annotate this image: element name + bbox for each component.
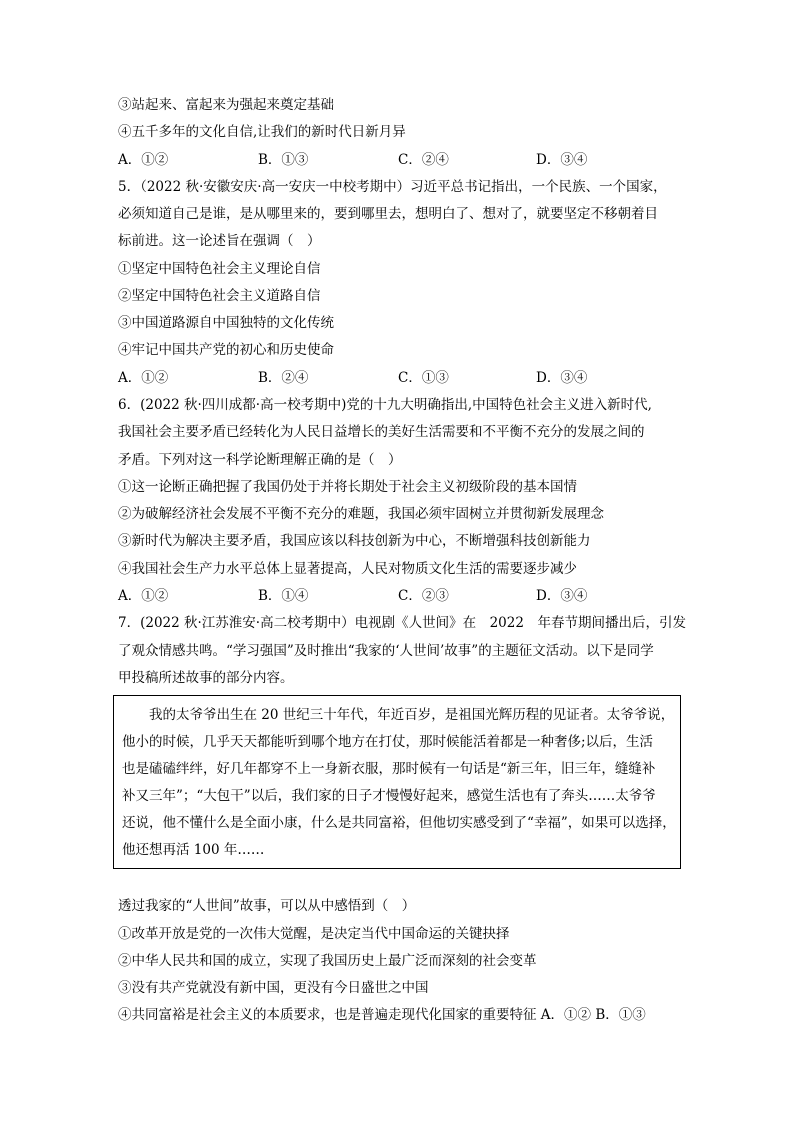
answer-option-a[interactable]: A．①② xyxy=(118,370,169,386)
story-line-3: 也是磕磕绊绊，好几年都穿不上一身新衣服，那时候有一句话是“新三年，旧三年，缝缝补 xyxy=(122,761,656,777)
q5-stem-line-3: 标前进。这一论述旨在强调（ ） xyxy=(118,233,321,249)
answer-option-a[interactable]: A．①② xyxy=(118,152,169,168)
story-line-1: 我的太爷爷出生在 20 世纪三十年代，年近百岁，是祖国光辉历程的见证者。太爷爷说， xyxy=(122,707,675,723)
q6-statement-4: ④我国社会生产力水平总体上显著提高，人民对物质文化生活的需要逐步减少 xyxy=(118,561,577,577)
answer-option-d[interactable]: D．③④ xyxy=(536,588,588,604)
q6-stem-line-3: 矛盾。下列对这一科学论断理解正确的是（ ） xyxy=(118,452,402,468)
q6-statement-3: ③新时代为解决主要矛盾，我国应该以科技创新为中心，不断增强科技创新能力 xyxy=(118,533,591,549)
story-line-2: 他小的时候，几乎天天都能听到哪个地方在打仗，那时候能活着都是一种奢侈;以后，生活 xyxy=(122,734,654,750)
q7-statement-1: ①改革开放是党的一次伟大觉醒，是决定当代中国命运的关键抉择 xyxy=(118,926,510,942)
answer-option-d[interactable]: D．③④ xyxy=(536,152,588,168)
q7-stem-line-3: 甲投稿所述故事的部分内容。 xyxy=(118,670,294,686)
answer-option-b[interactable]: B．①③ xyxy=(258,152,309,168)
q6-statement-1: ①这一论断正确把握了我国仍处于并将长期处于社会主义初级阶段的基本国情 xyxy=(118,479,577,495)
q5-statement-1: ①坚定中国特色社会主义理论自信 xyxy=(118,261,321,277)
q7-statement-4-with-options: ④共同富裕是社会主义的本质要求，也是普遍走现代化国家的重要特征 A．①② B．①③ xyxy=(118,1007,646,1023)
q6-stem-line-2: 我国社会主要矛盾已经转化为人民日益增长的美好生活需要和不平衡不充分的发展之间的 xyxy=(118,424,645,440)
q5-statement-3: ③中国道路源自中国独特的文化传统 xyxy=(118,315,334,331)
answer-option-a[interactable]: A．①② xyxy=(118,588,169,604)
q5-stem-line-1: 5．（2022 秋·安徽安庆·高一安庆一中校考期中）习近平总书记指出，一个民族、一个国家， xyxy=(118,179,667,195)
q7-stem-line-2: 了观众情感共鸣。“学习强国”及时推出“我家的‘人世间’故事”的主题征文活动。以下是同学 xyxy=(118,643,654,659)
q6-stem-line-1: 6．(2022 秋·四川成都·高一校考期中)党的十九大明确指出,中国特色社会主义进入新时代, xyxy=(118,397,652,413)
q7-question-prompt: 透过我家的“人世间”故事，可以从中感悟到（ ） xyxy=(118,898,416,914)
q7-stem-line-1: 7．(2022 秋·江苏淮安·高二校考期中）电视剧《人世间》在 2022 年春节期间播出后，引发 xyxy=(118,615,686,631)
q7-statement-2: ②中华人民共和国的成立，实现了我国历史上最广泛而深刻的社会变革 xyxy=(118,953,537,969)
q5-answer-options xyxy=(118,369,638,387)
story-line-4: 补又三年”；“大包干”以后，我们家的日子才慢慢好起来，感觉生活也有了奔头……太爷爷 xyxy=(122,788,656,804)
answer-option-c[interactable]: C．②③ xyxy=(398,588,449,604)
q7-statement-3: ③没有共产党就没有新中国，更没有今日盛世之中国 xyxy=(118,980,429,996)
q5-statement-2: ②坚定中国特色社会主义道路自信 xyxy=(118,288,321,304)
story-excerpt-box xyxy=(113,695,681,869)
answer-option-b[interactable]: B．②④ xyxy=(258,370,309,386)
story-line-6: 他还想再活 100 年…… xyxy=(122,842,265,858)
answer-option-b[interactable]: B．①④ xyxy=(258,588,309,604)
q5-statement-4: ④牢记中国共产党的初心和历史使命 xyxy=(118,342,334,358)
q6-statement-2: ②为破解经济社会发展不平衡不充分的难题，我国必须牢固树立并贯彻新发展理念 xyxy=(118,506,604,522)
story-line-5: 还说，他不懂什么是全面小康，什么是共同富裕，但他切实感受到了“幸福”，如果可以选择， xyxy=(122,815,676,831)
q5-stem-line-2: 必须知道自己是谁，是从哪里来的，要到哪里去，想明白了、想对了，就要坚定不移朝着目 xyxy=(118,206,658,222)
option-statement-4: ④五千多年的文化自信,让我们的新时代日新月异 xyxy=(118,124,406,140)
option-statement-3: ③站起来、富起来为强起来奠定基础 xyxy=(118,97,334,113)
answer-option-c[interactable]: C．①③ xyxy=(398,370,449,386)
q4-answer-options xyxy=(118,151,638,169)
answer-option-c[interactable]: C．②④ xyxy=(398,152,449,168)
answer-option-d[interactable]: D．③④ xyxy=(536,370,588,386)
q6-answer-options xyxy=(118,587,638,605)
